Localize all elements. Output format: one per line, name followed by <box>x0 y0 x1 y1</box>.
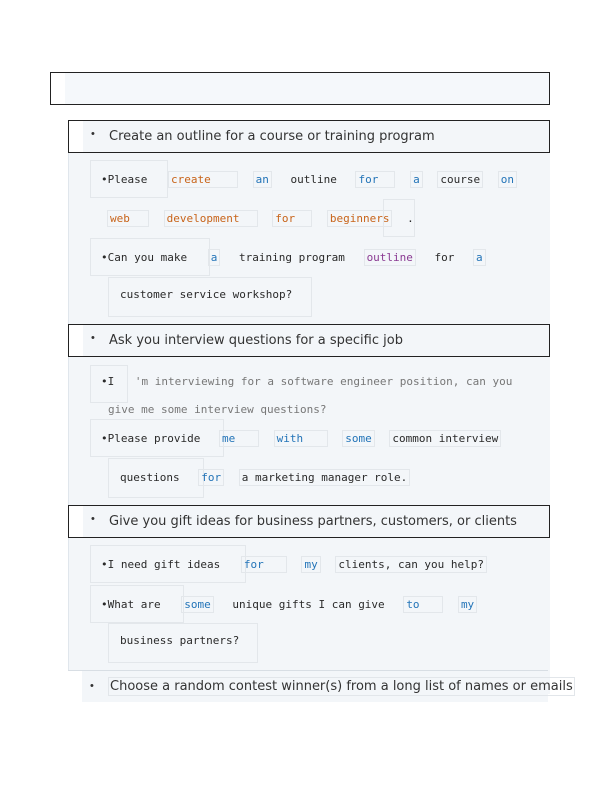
example-line <box>120 469 418 486</box>
code-token: for <box>355 171 395 188</box>
code-token: some <box>342 430 375 447</box>
code-token: •I <box>101 375 115 388</box>
example-line <box>101 375 518 388</box>
code-token: common interview <box>389 430 501 447</box>
code-token: a <box>473 249 486 266</box>
code-token: training program <box>238 251 345 264</box>
code-token: web <box>107 210 149 227</box>
code-token: for <box>272 210 312 227</box>
code-token: some <box>181 596 214 613</box>
bullet: • <box>91 332 95 344</box>
code-token: beginners <box>327 210 393 227</box>
example-line <box>101 171 525 188</box>
code-token: . <box>407 212 414 225</box>
bullet: • <box>91 128 95 140</box>
code-token: a <box>208 249 221 266</box>
code-token: create <box>168 171 238 188</box>
example-line <box>101 556 495 573</box>
code-token: my <box>458 596 477 613</box>
code-token: with <box>274 430 328 447</box>
code-token: customer service workshop? <box>120 288 293 301</box>
empty-header-box <box>50 72 550 105</box>
code-token: outline <box>364 249 416 266</box>
code-token: a marketing manager role. <box>239 469 411 486</box>
code-token: for <box>198 469 224 486</box>
code-token: •I need gift ideas <box>101 558 221 571</box>
example-line <box>101 596 485 613</box>
code-token: course <box>437 171 483 188</box>
code-token: clients, can you help? <box>335 556 487 573</box>
section-title: Choose a random contest winner(s) from a long list of names or emails <box>110 679 573 694</box>
code-token: an <box>253 171 272 188</box>
code-token: development <box>164 210 258 227</box>
code-token: for <box>241 556 287 573</box>
code-token: a <box>410 171 423 188</box>
code-token: questions <box>120 471 180 484</box>
code-token: on <box>498 171 517 188</box>
example-line <box>107 210 420 227</box>
section-heading-gift-ideas[interactable] <box>68 505 550 538</box>
bullet: • <box>91 513 95 525</box>
example-line <box>108 403 333 416</box>
section-title: Ask you interview questions for a specific job <box>109 333 403 348</box>
example-line <box>101 430 509 447</box>
code-token: 'm interviewing for a software engineer position, can you <box>134 375 513 388</box>
example-line <box>120 288 298 301</box>
section-title: Create an outline for a course or training program <box>109 129 435 144</box>
code-token: outline <box>290 173 337 186</box>
section-title: Give you gift ideas for business partners, customers, or clients <box>109 514 517 529</box>
code-token: •What are <box>101 598 161 611</box>
code-token: for <box>434 251 455 264</box>
code-token: give me some interview questions? <box>108 403 327 416</box>
section-heading-course-outline[interactable] <box>68 120 550 153</box>
code-token: unique gifts I can give <box>232 598 385 611</box>
code-token: business partners? <box>120 634 240 647</box>
code-token: me <box>219 430 259 447</box>
bullet: • <box>90 680 94 692</box>
example-line <box>101 249 494 266</box>
code-token: to <box>403 596 443 613</box>
section-heading-contest-winner[interactable] <box>68 670 573 702</box>
code-token: my <box>301 556 320 573</box>
section-heading-interview-questions[interactable] <box>68 324 550 357</box>
code-token: •Can you make <box>101 251 188 264</box>
example-line <box>120 634 245 647</box>
code-token: •Please <box>101 173 148 186</box>
code-token: •Please provide <box>101 432 201 445</box>
